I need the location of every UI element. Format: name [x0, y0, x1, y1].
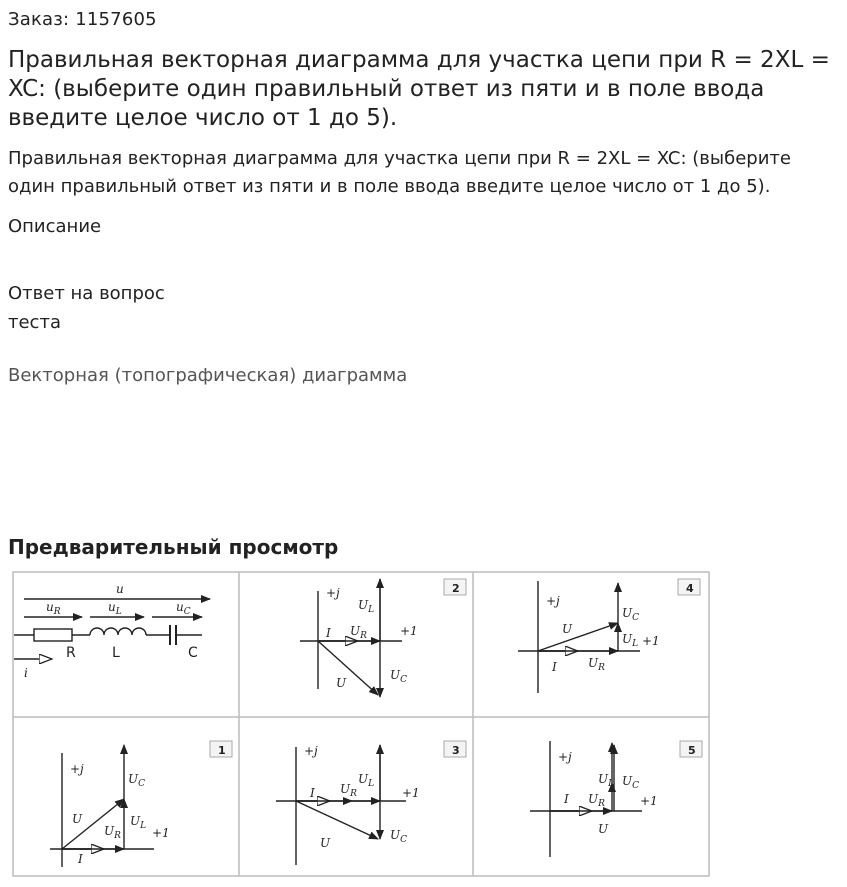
p2-UC: $U_C$	[390, 668, 408, 685]
p4-U: U	[562, 622, 573, 636]
p2-UL: $U_L$	[358, 598, 375, 615]
p3-UL: $U_L$	[358, 772, 375, 789]
p5-UL: $U_L$	[598, 772, 615, 789]
p4-UR: $U_R$	[588, 656, 605, 673]
p2-I: I	[326, 626, 331, 640]
p3-plus-1: +1	[402, 786, 420, 800]
p4-UC: $U_C$	[622, 606, 640, 623]
p2-UR: $U_R$	[350, 624, 367, 641]
p4-plus-j: +j	[546, 594, 560, 608]
p4-plus-1: +1	[642, 634, 660, 648]
circuit-uR-label: $u_R$	[46, 600, 61, 617]
p3-U: U	[320, 836, 331, 850]
p2-plus-j: +j	[326, 586, 340, 600]
p4-I: I	[552, 660, 557, 674]
circuit-uC-label: $u_C$	[176, 600, 191, 617]
p2-U: U	[336, 676, 347, 690]
p1-I: I	[78, 852, 83, 866]
preview-heading: Предварительный просмотр	[8, 535, 339, 559]
p5-UC: $U_C$	[622, 774, 640, 791]
circuit-L-label: L	[112, 645, 120, 661]
p1-U: U	[72, 812, 83, 826]
p1-UL: $U_L$	[130, 814, 147, 831]
p2-plus-1: +1	[400, 624, 418, 638]
p5-U: U	[598, 822, 609, 836]
circuit-i-label: i	[24, 666, 28, 680]
answer-label-line2: теста	[8, 312, 61, 333]
order-number: Заказ: 1157605	[8, 9, 157, 30]
p3-plus-j: +j	[304, 744, 318, 758]
p1-plus-j: +j	[70, 762, 84, 776]
question-text: Правильная векторная диаграмма для участка цепи при R = 2XL = XC: (выберите один правильный ответ из пяти и в поле ввода введите целое число от 1 до 5).	[8, 148, 791, 197]
answer-label-line1: Ответ на вопрос	[8, 283, 165, 304]
circuit-C-label: C	[188, 645, 198, 661]
p5-I: I	[564, 792, 569, 806]
panel-number-1: 1	[218, 744, 226, 757]
circuit-R-label: R	[66, 645, 76, 661]
description-heading: Описание	[8, 216, 102, 237]
panel-number-5: 5	[688, 744, 696, 757]
panel-number-4: 4	[686, 582, 694, 595]
p1-UC: $U_C$	[128, 772, 146, 789]
p5-UR: $U_R$	[588, 792, 605, 809]
circuit-u-label: u	[116, 582, 124, 596]
vector-diagrams-figure	[12, 571, 710, 877]
topographic-diagram-caption: Векторная (топографическая) диаграмма	[8, 365, 408, 386]
p4-UL: $U_L$	[622, 632, 639, 649]
p3-UC: $U_C$	[390, 828, 408, 845]
p1-UR: $U_R$	[104, 824, 121, 841]
page-title: Правильная векторная диаграмма для участка цепи при R = 2XL = XC: (выберите один правильный ответ из пяти и в поле ввода введите целое число от 1 до 5).	[8, 47, 830, 131]
panel-number-3: 3	[452, 744, 460, 757]
p5-plus-1: +1	[640, 794, 658, 808]
p3-I: I	[310, 786, 315, 800]
panel-number-2: 2	[452, 582, 460, 595]
p3-UR: $U_R$	[340, 782, 357, 799]
answer-label	[8, 279, 165, 337]
circuit-uL-label: $u_L$	[108, 600, 122, 617]
preview-image	[12, 571, 710, 877]
p5-plus-j: +j	[558, 750, 572, 764]
p1-plus-1: +1	[152, 826, 170, 840]
